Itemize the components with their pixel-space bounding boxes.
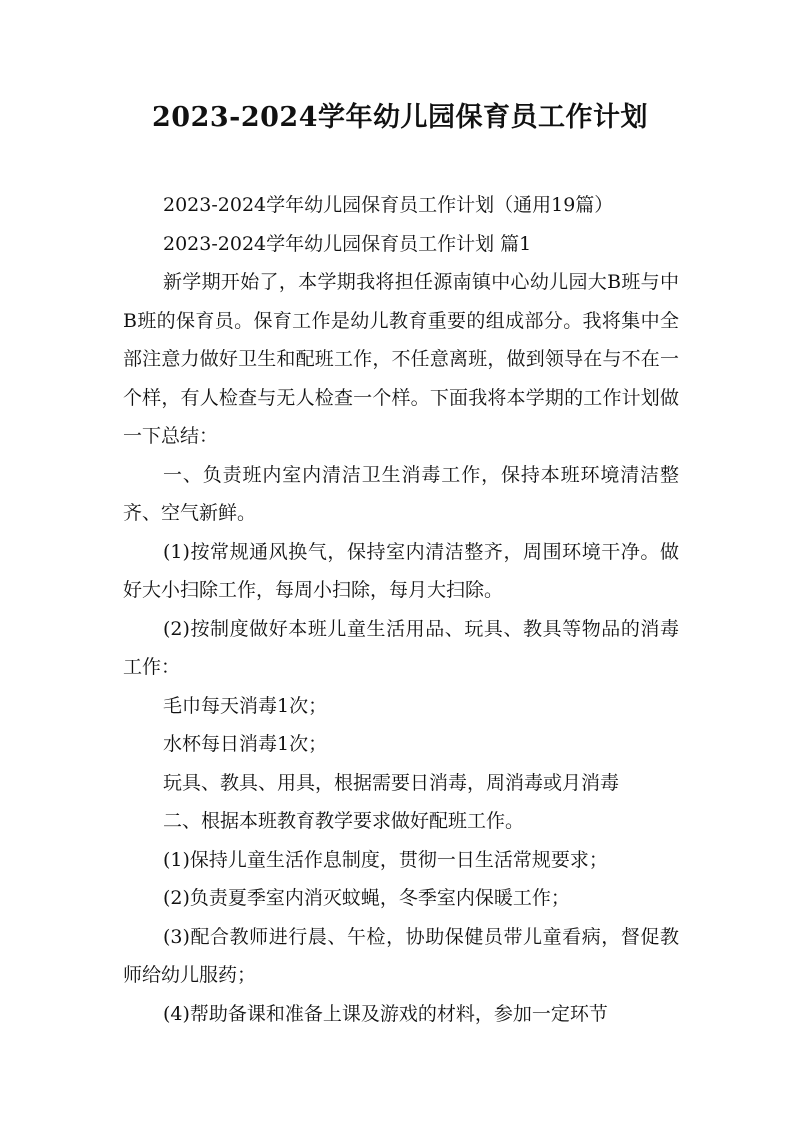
document-body xyxy=(123,186,679,1033)
list-item: (3)配合教师进行晨、午检，协助保健员带儿童看病，督促教师给幼儿服药； xyxy=(123,925,679,986)
list-item: 水杯每日消毒1次； xyxy=(163,733,328,755)
body-paragraph: 一、负责班内室内清洁卫生消毒工作，保持本班环境清洁整齐、空气新鲜。 xyxy=(123,463,679,524)
list-item: 玩具、教具、用具，根据需要日消毒，周消毒或月消毒 xyxy=(163,771,620,794)
document-title: 2023-2024学年幼儿园保育员工作计划 xyxy=(152,102,648,133)
body-paragraph: 新学期开始了，本学期我将担任源南镇中心幼儿园大B班与中B班的保育员。保育工作是幼儿教育重要的组成部分。我将集中全部注意力做好卫生和配班工作，不任意离班，做到领导在与不在一个样，有人检查与无人检查一个样。下面我将本学期的工作计划做一下总结： xyxy=(123,271,679,447)
body-paragraph: (1)按常规通风换气，保持室内清洁整齐，周围环境干净。做好大小扫除工作，每周小扫除，每月大扫除。 xyxy=(123,540,679,601)
body-paragraph: 二、根据本班教育教学要求做好配班工作。 xyxy=(163,810,525,832)
body-paragraph: (2)按制度做好本班儿童生活用品、玩具、教具等物品的消毒工作： xyxy=(123,617,679,678)
list-item: (4)帮助备课和准备上课及游戏的材料，参加一定环节 xyxy=(163,1002,608,1025)
list-item: (2)负责夏季室内消灭蚊蝇，冬季室内保暖工作； xyxy=(163,887,570,909)
list-item: (1)保持儿童生活作息制度，贯彻一日生活常规要求； xyxy=(163,848,608,871)
section-heading: 2023-2024学年幼儿园保育员工作计划 篇1 xyxy=(163,232,532,255)
list-item: 毛巾每天消毒1次； xyxy=(163,694,328,717)
subtitle-line: 2023-2024学年幼儿园保育员工作计划（通用19篇） xyxy=(163,194,614,216)
